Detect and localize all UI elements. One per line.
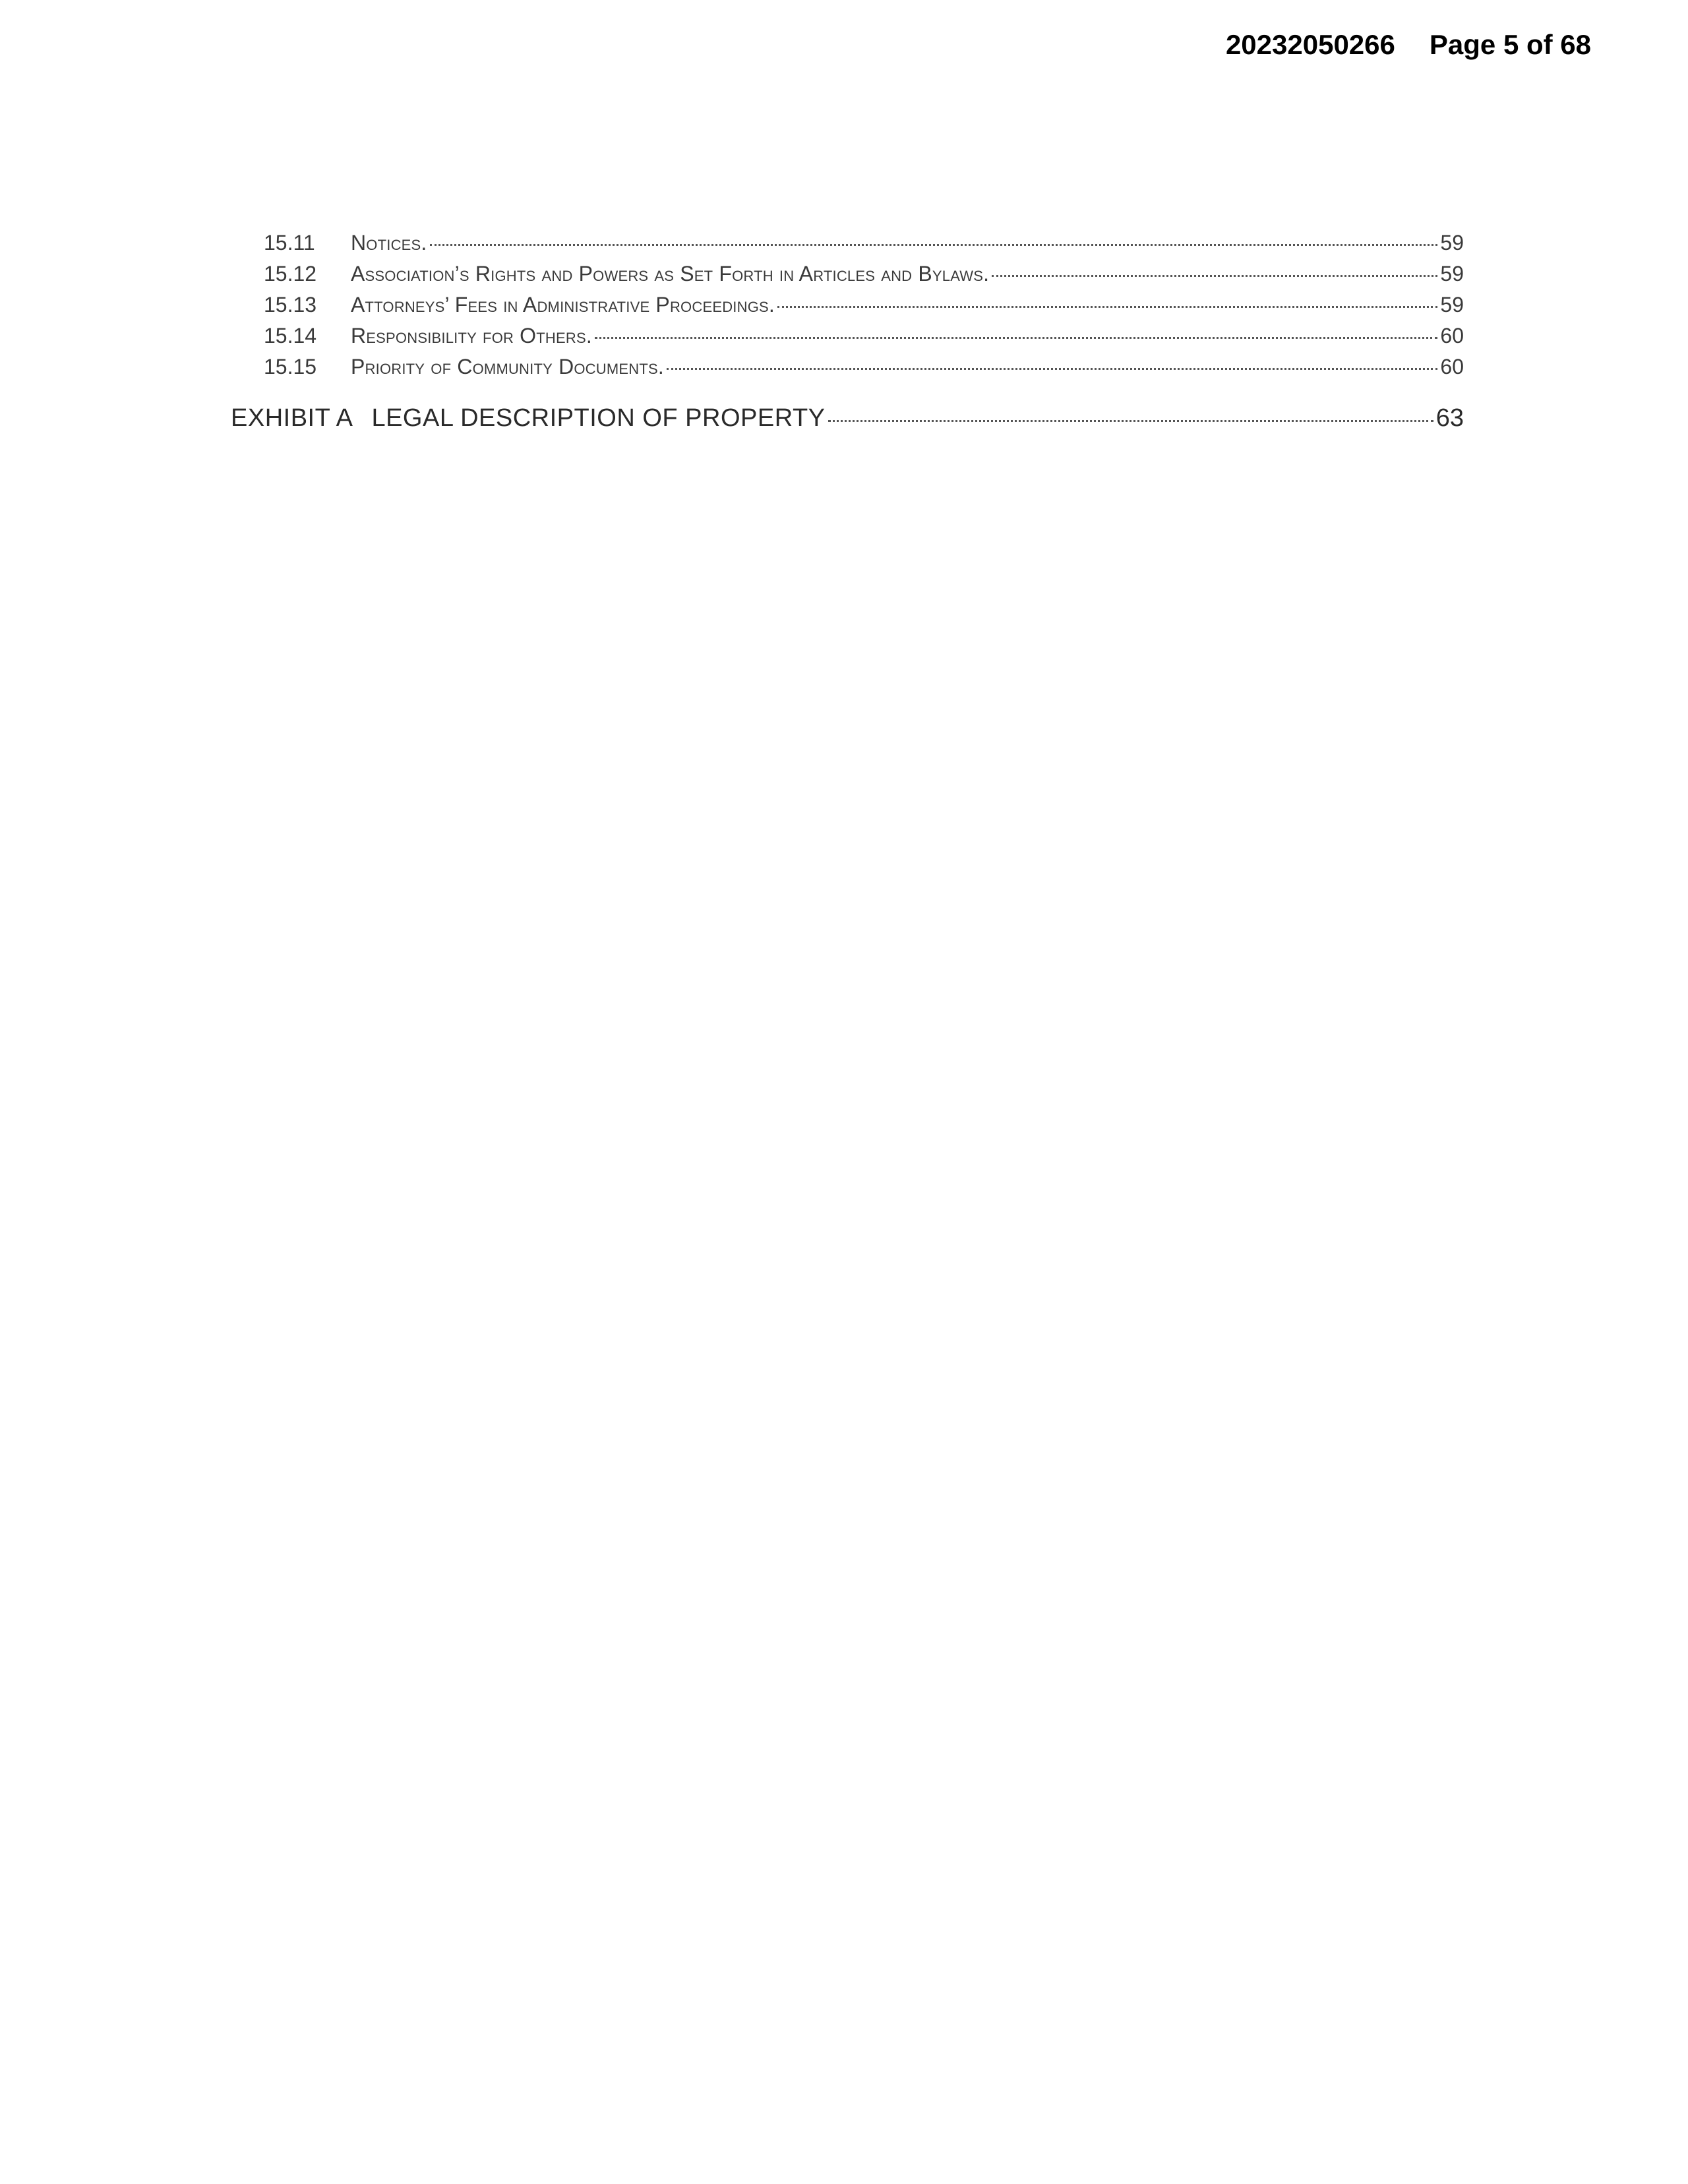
toc-entry-15-13[interactable]: [231, 293, 1464, 324]
toc-dot-leader: [828, 420, 1433, 422]
toc-entry-number: 15.15: [264, 355, 317, 379]
toc-entry-title: Responsibility for Others.: [351, 324, 592, 348]
page-indicator: Page 5 of 68: [1429, 29, 1591, 60]
toc-entry-page: 60: [1440, 355, 1464, 379]
toc-entry-title: Priority of Community Documents.: [351, 355, 664, 379]
toc-dot-leader: [667, 368, 1437, 370]
toc-dot-leader: [430, 244, 1438, 246]
table-of-contents: [231, 231, 1464, 439]
toc-entry-page: 59: [1440, 293, 1464, 317]
toc-entry-page: 59: [1440, 262, 1464, 286]
toc-entry-15-11[interactable]: [231, 231, 1464, 262]
toc-entry-15-12[interactable]: [231, 262, 1464, 293]
page-header: [1226, 29, 1591, 61]
toc-dot-leader: [777, 306, 1437, 308]
toc-entry-number: 15.11: [264, 231, 315, 255]
toc-dot-leader: [595, 337, 1437, 339]
toc-entry-15-15[interactable]: [231, 355, 1464, 386]
document-number: 20232050266: [1225, 29, 1395, 60]
toc-entry-page: 59: [1440, 231, 1464, 255]
toc-entry-title: Attorneys’ Fees in Administrative Proceedings.: [351, 293, 775, 317]
toc-entry-number: 15.13: [264, 293, 317, 317]
toc-exhibit-label: EXHIBIT A: [231, 404, 353, 432]
toc-entry-page: 60: [1440, 324, 1464, 348]
toc-exhibit-page: 63: [1435, 404, 1464, 432]
toc-entry-title: Notices.: [351, 231, 427, 255]
toc-entry-title: Association’s Rights and Powers as Set Forth in Articles and Bylaws.: [351, 262, 990, 286]
toc-exhibit-a[interactable]: [231, 404, 1464, 439]
toc-entry-number: 15.14: [264, 324, 317, 348]
toc-exhibit-title: LEGAL DESCRIPTION OF PROPERTY: [371, 404, 826, 432]
toc-dot-leader: [992, 275, 1437, 277]
toc-entry-15-14[interactable]: [231, 324, 1464, 355]
toc-entry-number: 15.12: [264, 262, 317, 286]
